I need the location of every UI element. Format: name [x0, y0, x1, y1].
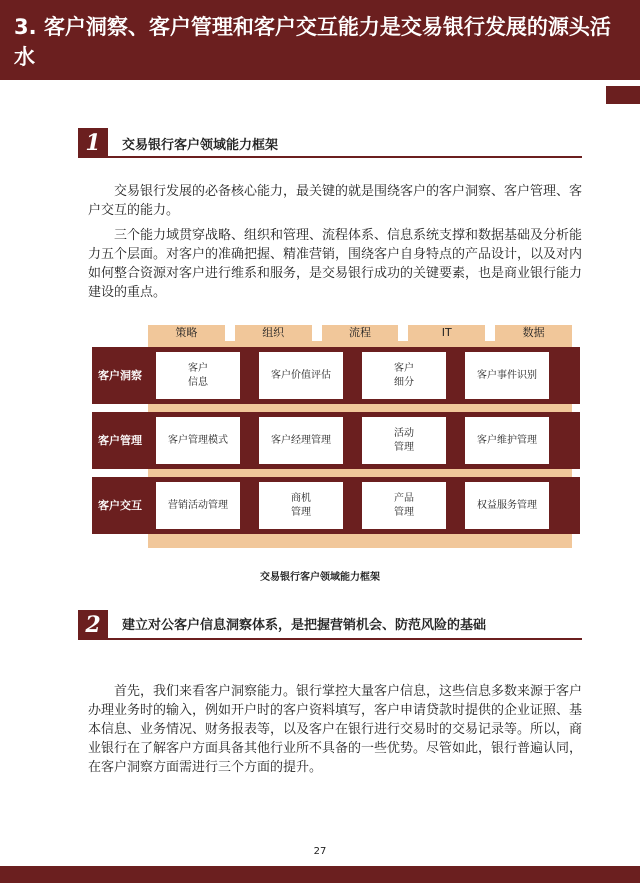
figure-caption: 交易银行客户领域能力框架	[260, 572, 380, 583]
framework-cell: 客户事件识别	[465, 352, 549, 399]
framework-cell: 权益服务管理	[465, 482, 549, 529]
row-label: 客户管理	[98, 433, 142, 447]
row-label: 客户交互	[98, 498, 142, 512]
framework-cell: 活动 管理	[362, 417, 446, 464]
framework-cell: 客户价值评估	[259, 352, 343, 399]
section-1-number: 1	[78, 128, 108, 158]
section-1-rule	[78, 156, 582, 158]
right-accent-bar	[606, 86, 640, 104]
dimension-data: 数据	[495, 325, 572, 341]
framework-cell: 客户维护管理	[465, 417, 549, 464]
footer-band	[0, 866, 640, 883]
framework-cell: 客户经理管理	[259, 417, 343, 464]
section-1-paragraph-2: 三个能力域贯穿战略、组织和管理、流程体系、信息系统支撑和数据基础及分析能力五个层面。对客户的准确把握、精准营销，围绕客户自身特点的产品设计，以及对内如何整合资源对客户进行维系和服务，是交易银行成功的关键要素，也是商业银行能力建设的重点。	[88, 228, 583, 300]
section-2-paragraph: 首先，我们来看客户洞察能力。银行掌控大量客户信息，这些信息多数来源于客户办理业务时的输入，例如开户时的客户资料填写，客户申请贷款时提供的企业证照、基本信息、业务情况、财务报表等，以及客户在银行进行交易时的交易记录等。所以，商业银行在了解客户方面具备其他行业所不具备的一些优势。尽管如此，银行普遍认同，在客户洞察方面需进行三个方面的提升。	[88, 684, 583, 775]
dimension-it: IT	[408, 325, 485, 341]
page-title: 3. 客户洞察、客户管理和客户交互能力是交易银行发展的源头活水	[14, 15, 611, 69]
framework-cell: 营销活动管理	[156, 482, 240, 529]
framework-cell: 客户 细分	[362, 352, 446, 399]
section-1-paragraph-1: 交易银行发展的必备核心能力，最关键的就是围绕客户的客户洞察、客户管理、客户交互的能力。	[88, 184, 583, 218]
framework-cell: 产品 管理	[362, 482, 446, 529]
page-number: 27	[313, 846, 327, 857]
dimension-strategy: 策略	[148, 325, 225, 341]
section-2-number: 2	[78, 610, 108, 640]
framework-cell: 客户 信息	[156, 352, 240, 399]
row-label: 客户洞察	[98, 368, 142, 382]
framework-row-interaction	[92, 477, 580, 534]
dimension-organization: 组织	[235, 325, 312, 341]
framework-cell: 客户管理模式	[156, 417, 240, 464]
framework-row-management	[92, 412, 580, 469]
dimension-process: 流程	[322, 325, 399, 341]
section-2-rule	[78, 638, 582, 640]
framework-cell: 商机 管理	[259, 482, 343, 529]
framework-row-insight	[92, 347, 580, 404]
section-2-title: 建立对公客户信息洞察体系，是把握营销机会、防范风险的基础	[122, 618, 487, 633]
section-1-title: 交易银行客户领域能力框架	[122, 138, 279, 153]
dimension-header-row	[148, 325, 572, 341]
